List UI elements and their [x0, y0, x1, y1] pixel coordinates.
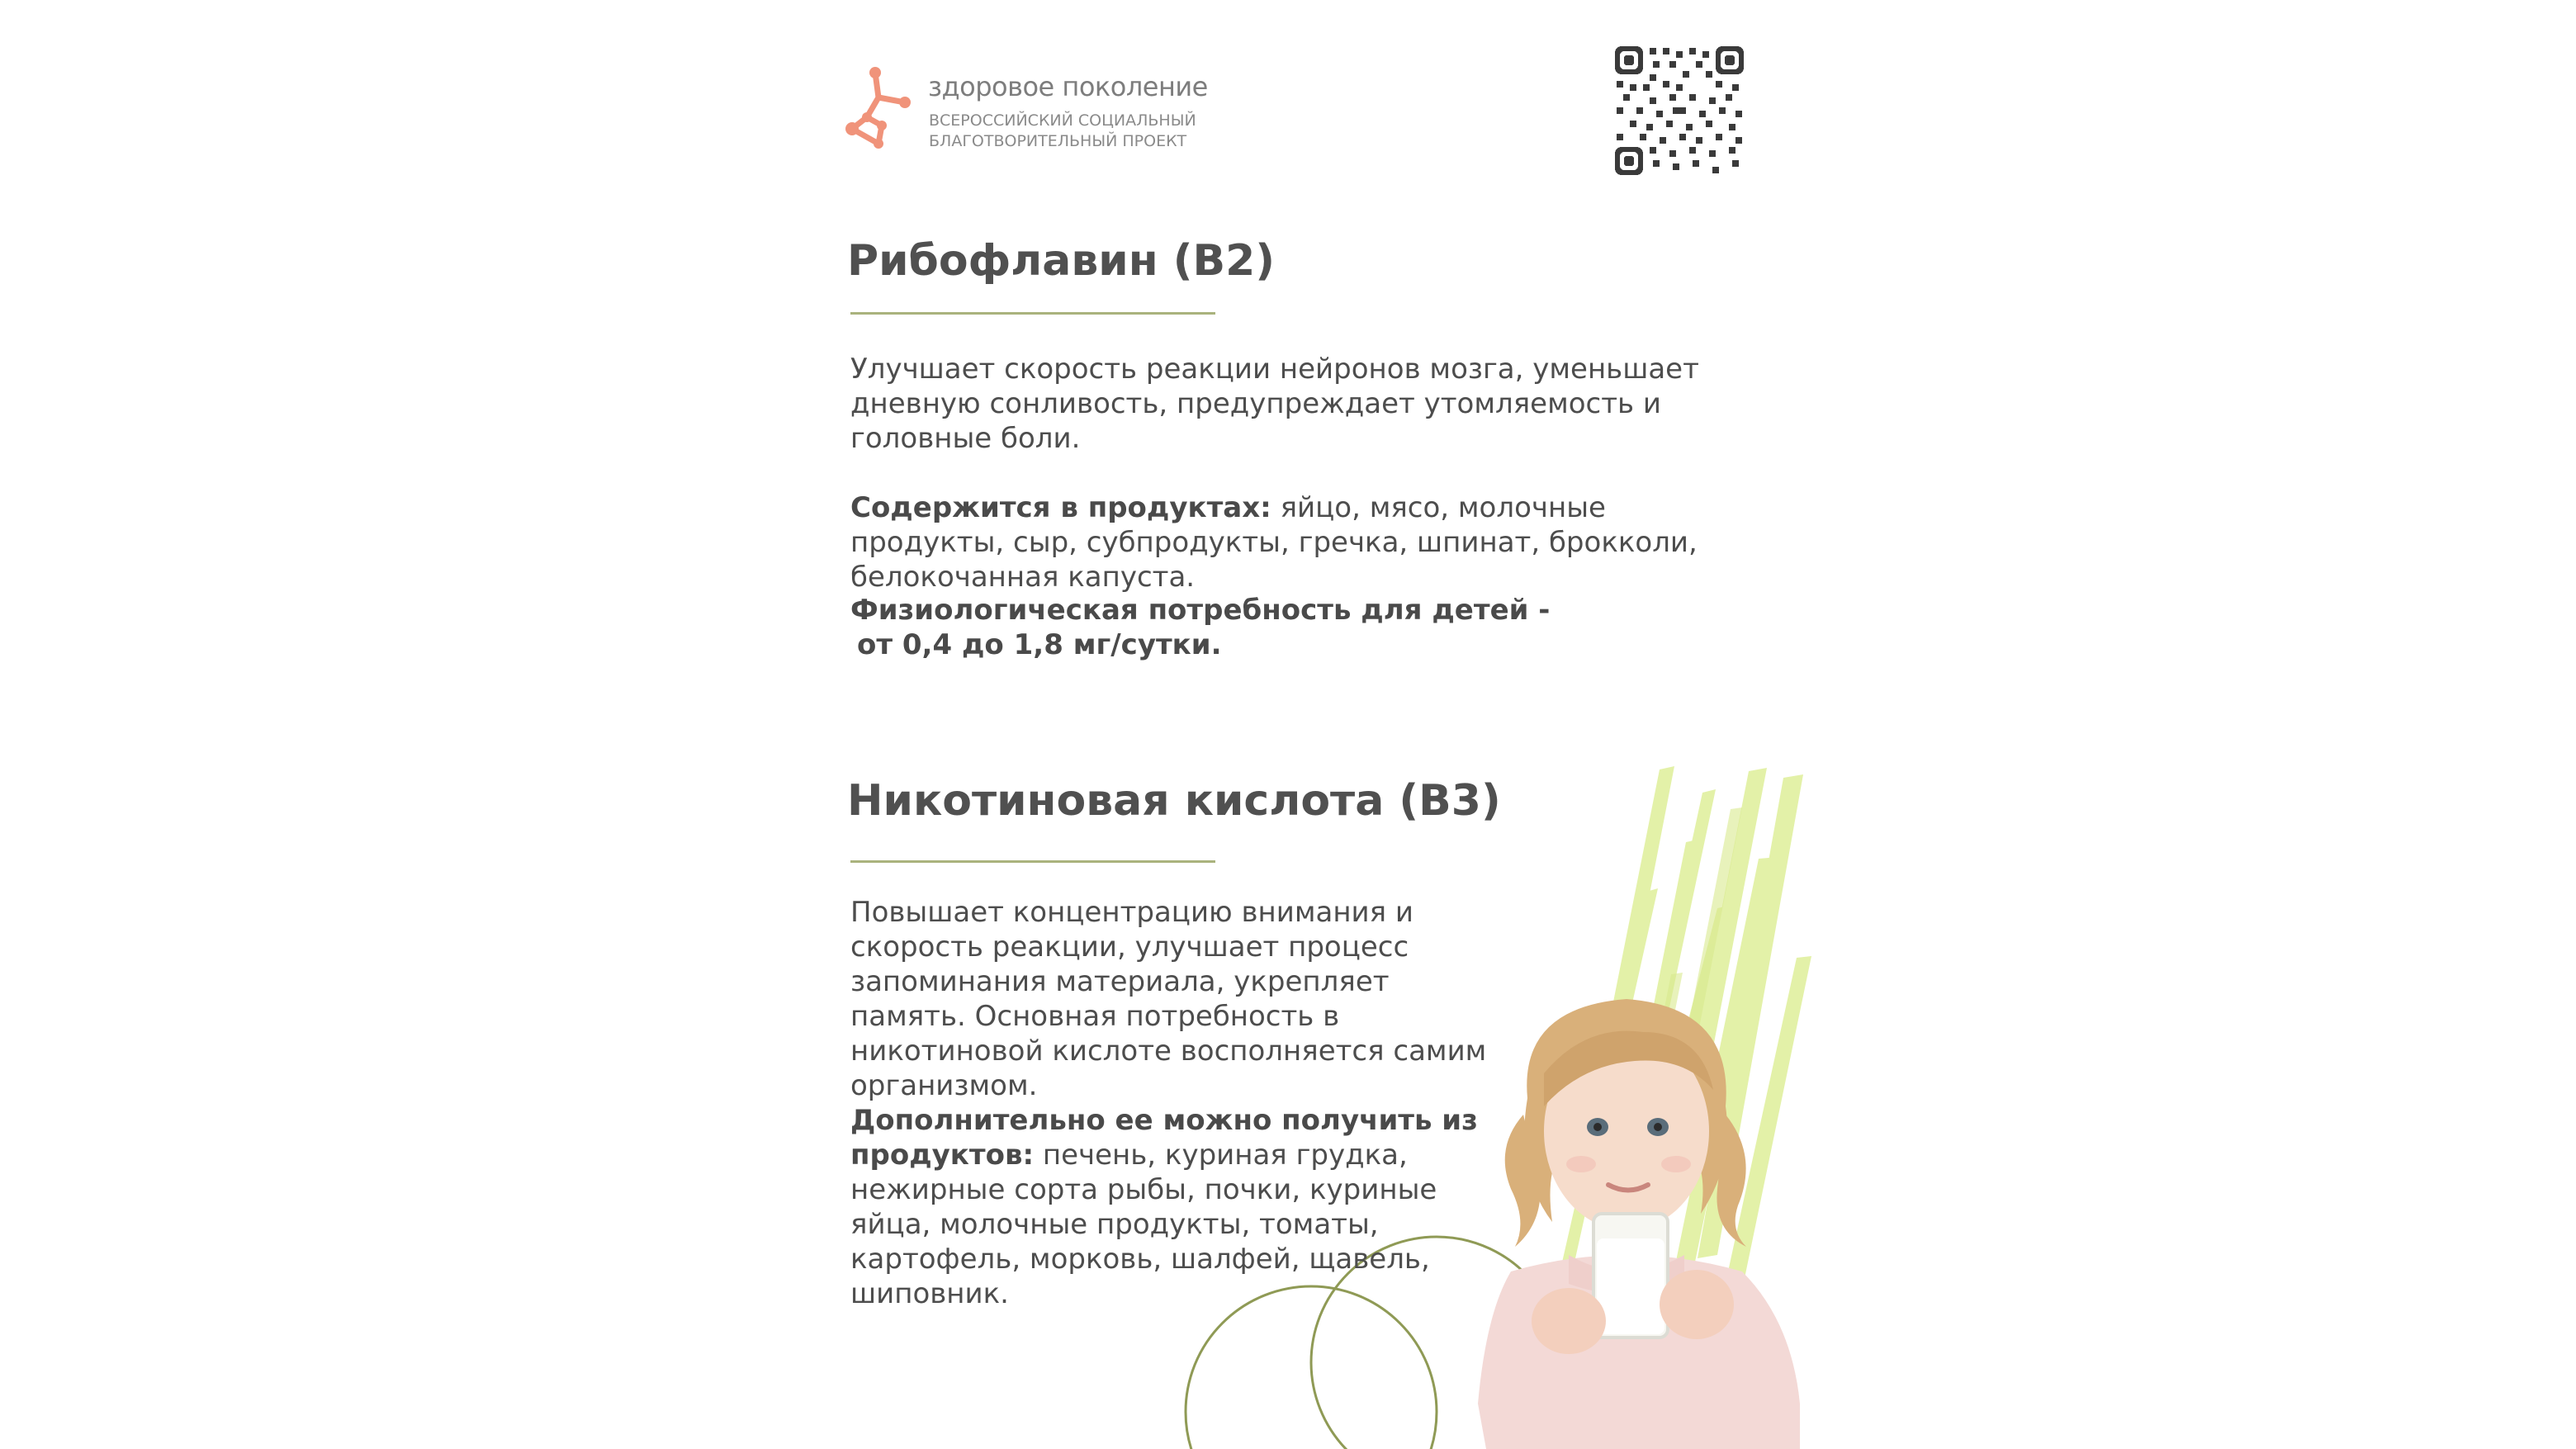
section-divider-b3 [850, 860, 1215, 863]
foods-list-b2: яйцо, мясо, молочные продукты, сыр, субпродукты, гречка, шпинат, брокколи, белокочанная капуста. [850, 491, 1698, 594]
logo-subtitle-line2: БЛАГОТВОРИТЕЛЬНЫЙ ПРОЕКТ [929, 132, 1187, 150]
section-description-b2: Улучшает скорость реакции нейронов мозга, уменьшает дневную сонливость, предупреждает утомляемость и головные боли. [850, 353, 1699, 455]
logo-molecule-icon [842, 66, 916, 149]
logo-title: здоровое поколение [928, 71, 1208, 102]
section-divider-b2 [850, 312, 1215, 315]
logo-subtitle-line1: ВСЕРОССИЙСКИЙ СОЦИАЛЬНЫЙ [929, 111, 1196, 130]
section-description-b3: Повышает концентрацию внимания и скорость реакции, улучшает процесс запоминания материала, укрепляет память. Основная потребность в никотиновой кислоте восполняется самим организмом. [850, 896, 1487, 1102]
section-foods-b3 [850, 1103, 1511, 1311]
qr-code-icon[interactable] [1615, 46, 1744, 175]
need-line2-b2: от 0,4 до 1,8 мг/сутки. [857, 628, 1222, 661]
foods-label-b3: Дополнительно ее можно получить из продуктов: [850, 1104, 1478, 1172]
section-title-b2: Рибофлавин (В2) [847, 236, 1276, 286]
foods-label-b2: Содержится в продуктах: [850, 491, 1271, 524]
section-foods-b2 [850, 490, 1750, 594]
section-need-b2 [850, 593, 1593, 662]
logo-subtitle [929, 111, 1196, 152]
need-line1-b2: Физиологическая потребность для детей - [850, 594, 1551, 627]
foods-list-b3: печень, куриная грудка, нежирные сорта рыбы, почки, куриные яйца, молочные продукты, томаты, картофель, морковь, шалфей, щавель, шиповник. [850, 1139, 1437, 1310]
section-title-b3: Никотиновая кислота (В3) [847, 776, 1501, 826]
